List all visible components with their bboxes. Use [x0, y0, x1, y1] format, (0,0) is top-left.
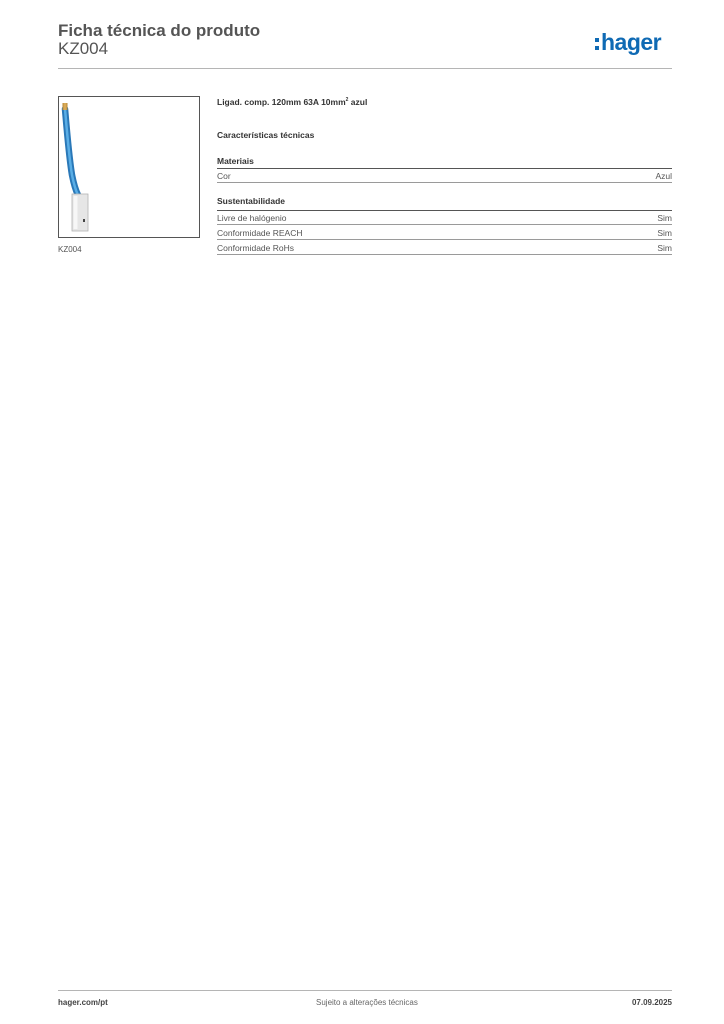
row-value: Azul	[655, 170, 672, 181]
group-title-sustentabilidade: Sustentabilidade	[217, 196, 286, 206]
footer-website-link[interactable]: hager.com/pt	[58, 998, 108, 1007]
product-image	[58, 96, 200, 238]
table-row	[217, 169, 672, 183]
table-row	[217, 241, 672, 255]
row-value: Sim	[657, 227, 672, 238]
image-caption: KZ004	[58, 245, 82, 254]
row-value: Sim	[657, 212, 672, 223]
logo-dots-icon	[595, 38, 599, 50]
cable-illustration	[59, 97, 199, 237]
row-label: Conformidade RoHs	[217, 242, 295, 253]
row-label: Conformidade REACH	[217, 227, 303, 238]
table-row	[217, 211, 672, 225]
row-value: Sim	[657, 242, 672, 253]
footer-note: Sujeito a alterações técnicas	[316, 998, 418, 1007]
group-title-materiais: Materiais	[217, 156, 254, 166]
product-code: KZ004	[58, 39, 109, 58]
footer-divider	[58, 990, 672, 991]
section-title: Características técnicas	[217, 130, 315, 140]
hager-logo	[595, 28, 661, 56]
row-label: Cor	[217, 170, 231, 181]
row-label: Livre de halógenio	[217, 212, 287, 223]
header-divider	[58, 68, 672, 69]
logo-text: hager	[601, 28, 662, 55]
footer-date: 07.09.2025	[631, 998, 672, 1007]
page-title: Ficha técnica do produto	[58, 21, 261, 40]
product-name: Ligad. comp. 120mm 63A $10mm^2$ azul	[217, 97, 368, 107]
table-row	[217, 226, 672, 240]
